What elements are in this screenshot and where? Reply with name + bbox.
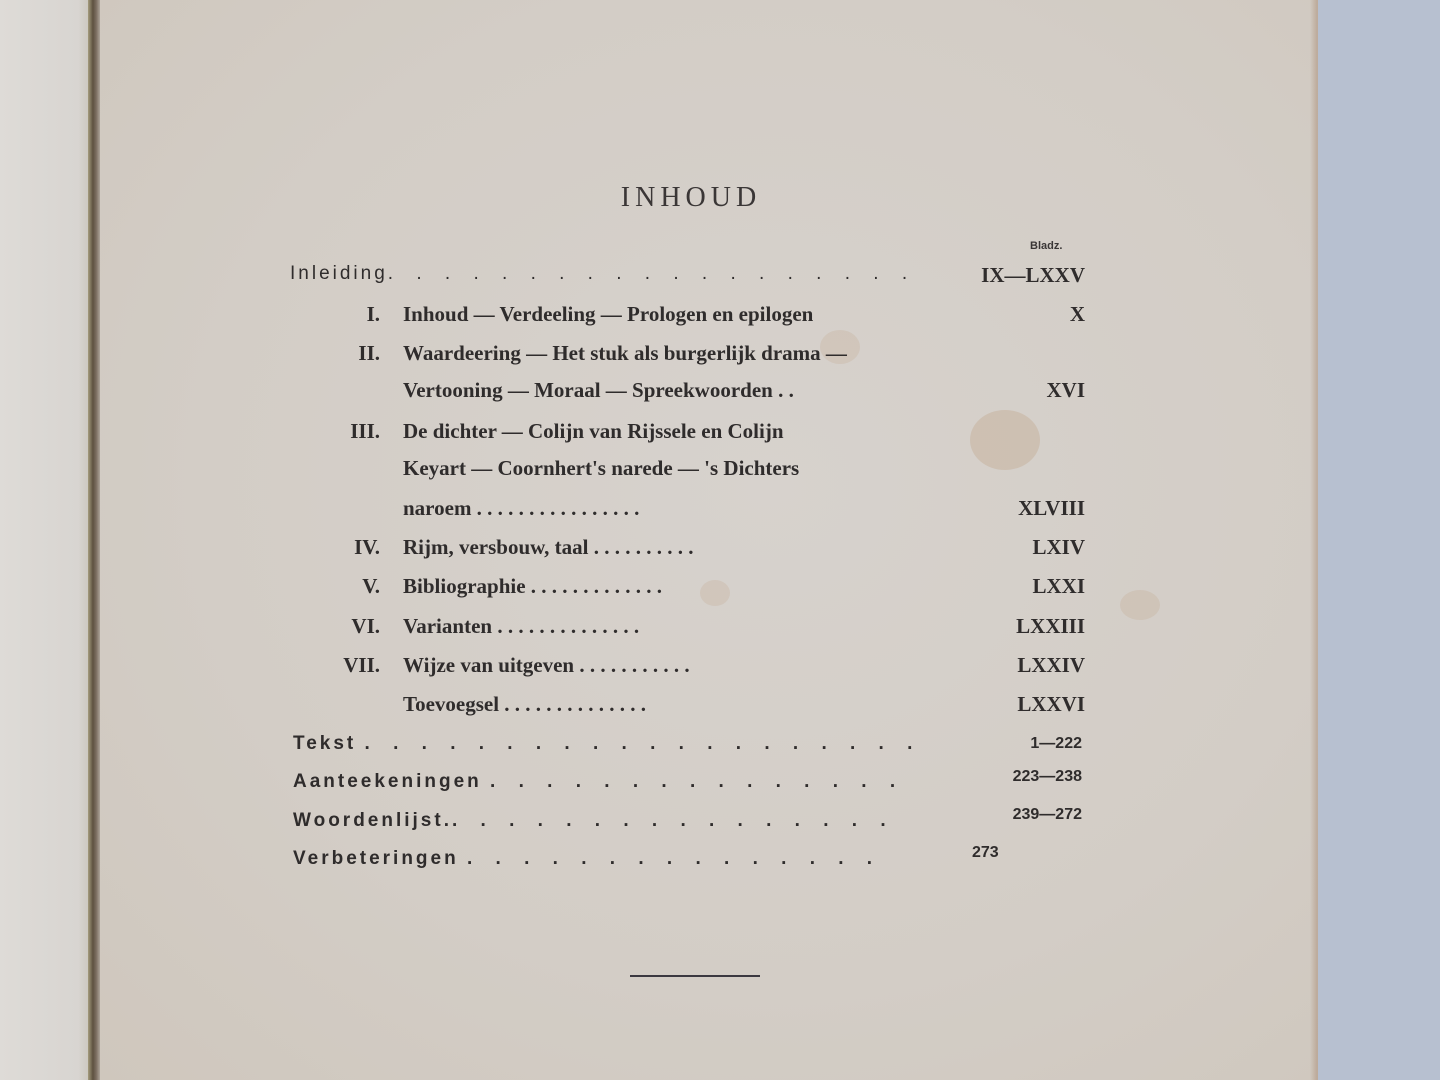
entry-pages: LXXIII <box>1016 614 1085 638</box>
entry-pages: IX—LXXV <box>981 263 1085 287</box>
toc-entry-line: Rijm, versbouw, taal . . . . . . . . . . <box>403 535 694 559</box>
dot-leader: . . . . . . . . . . . . . . . . . . . . <box>364 733 922 754</box>
end-rule-divider <box>630 975 760 977</box>
entry-pages: X <box>1069 302 1085 326</box>
entry-pages: 239—272 <box>1012 806 1082 823</box>
entry-label: Aanteekeningen <box>293 771 482 792</box>
section-numeral: IV. <box>354 535 380 559</box>
dot-leader: . . . . . . . . . . . . . . . <box>490 771 905 792</box>
entry-pages: LXXVI <box>1017 692 1085 716</box>
dot-leader: . . . . . . . . . . . . . . . <box>467 848 882 869</box>
toc-entry-line: De dichter — Colijn van Rijssele en Colijn <box>403 419 784 443</box>
toc-entry-woordenlijst <box>293 810 895 832</box>
entry-pages: LXIV <box>1032 535 1085 559</box>
toc-entry-line: Vertooning — Moraal — Spreekwoorden . . <box>403 378 794 402</box>
entry-pages: LXXI <box>1032 574 1085 598</box>
section-numeral: VII. <box>343 653 380 677</box>
entry-label: Woordenlijst. <box>293 810 452 831</box>
entry-label: Inleiding <box>290 263 388 284</box>
toc-entry-line: naroem . . . . . . . . . . . . . . . . <box>403 496 640 520</box>
toc-entry-inleiding <box>290 263 916 285</box>
entry-pages: XLVIII <box>1018 496 1085 520</box>
section-numeral: I. <box>366 302 380 326</box>
page-title: INHOUD <box>620 182 762 213</box>
entry-label: Tekst <box>293 733 357 754</box>
toc-entry-line: Keyart — Coornhert's narede — 's Dichters <box>403 456 800 480</box>
entry-pages: 223—238 <box>1012 768 1082 785</box>
toc-entry-line: Inhoud — Verdeeling — Prologen en epilogen <box>403 302 814 326</box>
toc-entry-line: Varianten . . . . . . . . . . . . . . <box>403 614 640 638</box>
section-numeral: V. <box>362 574 380 598</box>
toc-entry-line: Bibliographie . . . . . . . . . . . . . <box>403 574 663 598</box>
entry-label: Verbeteringen <box>293 848 459 869</box>
column-header-pages: Bladz. <box>1030 240 1063 252</box>
toc-entry-tekst <box>293 733 921 755</box>
entry-pages: 273 <box>972 844 999 861</box>
toc-entry-line: Toevoegsel . . . . . . . . . . . . . . <box>403 692 647 716</box>
dot-leader: . . . . . . . . . . . . . . . . <box>451 810 895 831</box>
toc-entry-line: Waardeering — Het stuk als burgerlijk drama — <box>403 341 847 365</box>
toc-entry-line: Wijze van uitgeven . . . . . . . . . . . <box>403 653 690 677</box>
toc-entry-verbeteringen <box>293 848 881 870</box>
entry-pages: LXXIV <box>1017 653 1085 677</box>
section-numeral: III. <box>350 419 380 443</box>
entry-pages: XVI <box>1046 378 1085 402</box>
toc-entry-aanteekeningen <box>293 771 904 793</box>
dot-leader: . . . . . . . . . . . . . . . . . . . <box>387 263 917 284</box>
section-numeral: II. <box>358 341 380 365</box>
entry-pages: 1—222 <box>1030 735 1082 752</box>
section-numeral: VI. <box>351 614 380 638</box>
